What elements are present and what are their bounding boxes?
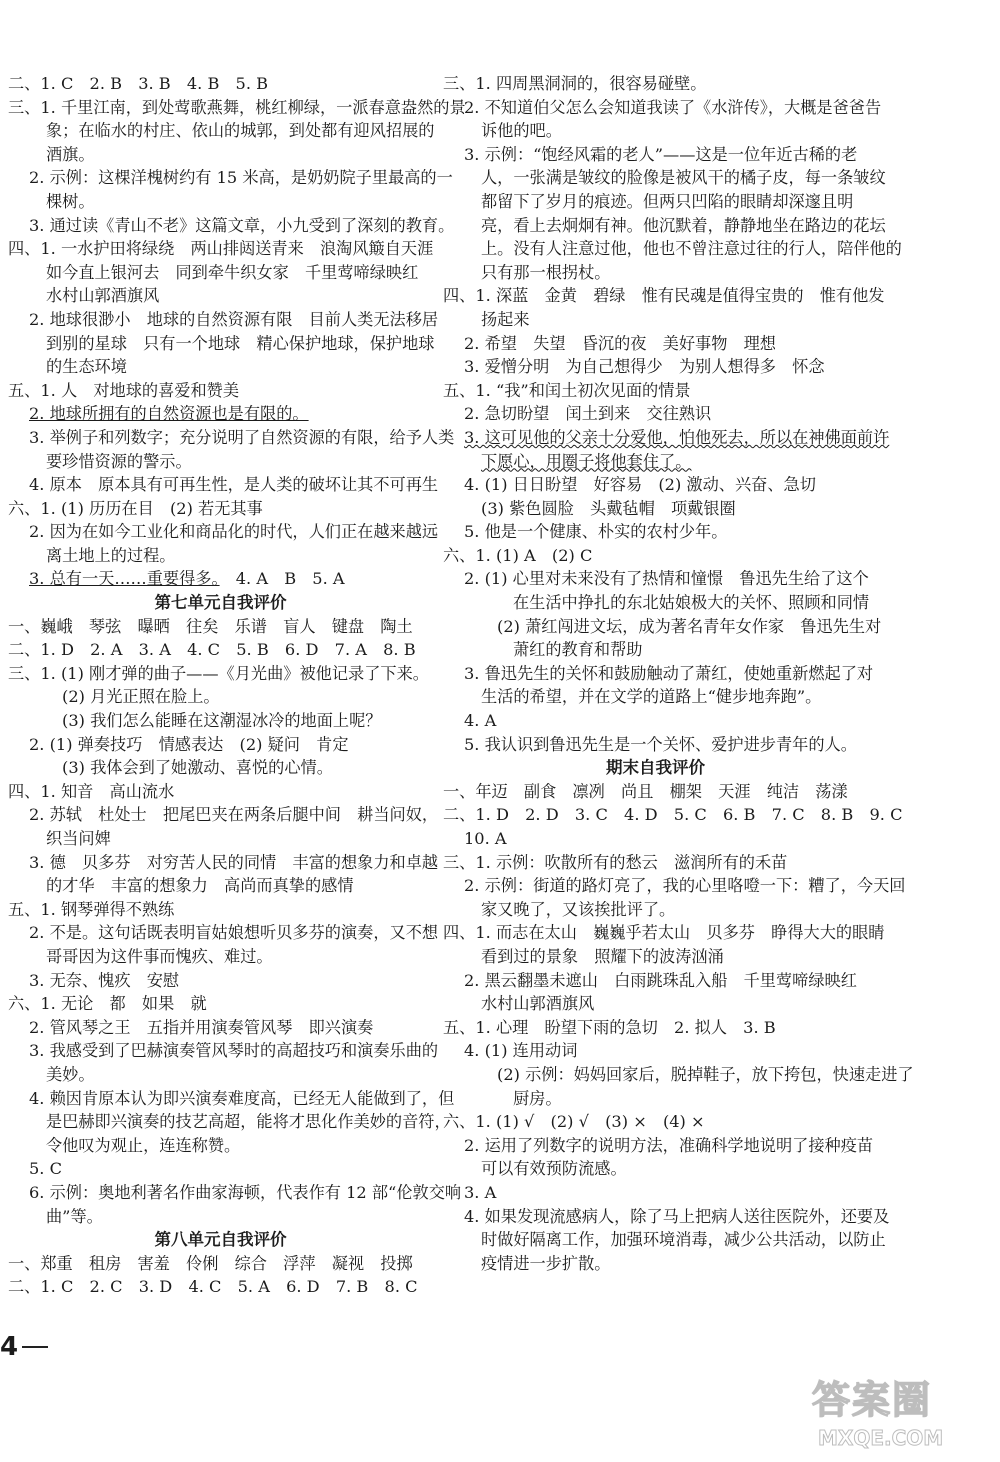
wavy-underlined-sentence: 3. 这可见他的父亲十分爱他，怕他死去，所以在神佛面前许 <box>464 427 890 447</box>
answer-line: 3. A <box>464 1182 497 1202</box>
answer-line: 要珍惜资源的警示。 <box>46 451 192 471</box>
answer-line: 诉他的吧。 <box>481 121 562 141</box>
answer-line: 到别的星球 只有一个地球 精心保护地球，保护地球 <box>46 333 435 353</box>
answer-line: 3. 德 贝多芬 对穷苦人民的同情 丰富的想象力和卓越 <box>29 852 439 872</box>
answer-line: 五、1. 人 对地球的喜爱和赞美 <box>8 380 240 400</box>
answer-line: 2. 因为在如今工业化和商品化的时代，人们正在越来越远 <box>29 522 439 542</box>
answer-line: 时做好隔离工作，加强环境消毒，减少公共活动，以防止 <box>481 1230 886 1250</box>
answer-line: 6. 示例：奥地利著名作曲家海顿，代表作有 12 部“伦敦交响 <box>29 1182 462 1202</box>
answer-line: 2. 苏轼 杜处士 把尾巴夹在两条后腿中间 耕当问奴， <box>29 805 439 825</box>
answer-line: 二、1. D 2. D 3. C 4. D 5. C 6. B 7. C 8. B 9. C <box>443 805 903 825</box>
answer-text: 4. A B 5. A <box>219 569 345 589</box>
answer-line-wavy <box>443 450 868 474</box>
section-heading-unit-8: 第八单元自我评价 <box>154 1230 287 1250</box>
section-heading-final: 期末自我评价 <box>606 758 705 778</box>
answer-line: (2) 示例：妈妈回家后，脱掉鞋子，放下挎包，快速走进了 <box>497 1064 914 1084</box>
watermark-text: 答案圈 <box>812 1378 933 1422</box>
answer-line: 4. 如果发现流感病人，除了马上把病人送往医院外，还要及 <box>464 1206 890 1226</box>
answer-line: 是巴赫即兴演奏的技艺高超，能将才思化作美妙的音符， <box>46 1112 451 1132</box>
answer-line: 3. 通过读《青山不老》这篇文章，小九受到了深刻的教育。 <box>29 215 455 235</box>
answer-line: 的才华 丰富的想象力 高尚而真挚的感情 <box>46 876 354 896</box>
answer-line: 哥哥因为这件事而愧疚、难过。 <box>46 946 273 966</box>
answer-line: 二、1. C 2. C 3. D 4. C 5. A 6. D 7. B 8. C <box>8 1277 418 1297</box>
answer-line: 三、1. (1) 刚才弹的曲子——《月光曲》被他记录了下来。 <box>8 663 429 683</box>
answer-line: 10. A <box>464 829 507 848</box>
answer-line: 可以有效预防流感。 <box>481 1159 627 1179</box>
underlined-sentence: 3. 总有一天……重要得多。 <box>29 569 220 589</box>
answer-line: 4. (1) 连用动词 <box>464 1041 578 1061</box>
answer-line: (3) 我们怎么能睡在这潮湿冰冷的地面上呢？ <box>62 711 382 731</box>
answer-line-wavy <box>443 426 890 450</box>
right-column <box>443 72 914 1275</box>
answer-line: 棵树。 <box>46 191 95 211</box>
answer-line: 四、1. 一水护田将绿绕 两山排闼送青来 浪淘风簸自天涯 <box>8 239 434 259</box>
answer-line: 只有那一根拐杖。 <box>481 262 611 282</box>
answer-line: 曲”等。 <box>46 1206 103 1226</box>
answer-line: 六、1. 无论 都 如果 就 <box>8 994 207 1014</box>
watermark-logo <box>812 1378 988 1458</box>
answer-line: 四、1. 深蓝 金黄 碧绿 惟有民魂是值得宝贵的 惟有他发 <box>443 286 885 306</box>
answer-line: (2) 月光正照在脸上。 <box>62 687 220 707</box>
answer-line: 都留下了岁月的痕迹。但两只凹陷的眼睛却深邃且明 <box>481 191 854 211</box>
answer-line: 2. 不知道伯父怎么会知道我读了《水浒传》，大概是爸爸告 <box>464 97 882 117</box>
answer-line: 3. 无奈、愧疚 安慰 <box>29 970 180 990</box>
answer-line: 看到过的景象 照耀下的波涛汹涌 <box>481 946 724 966</box>
answer-line: 六、1. (1) A (2) C <box>443 545 593 565</box>
answer-line: 5. C <box>29 1159 62 1179</box>
answer-line: 2. 希望 失望 昏沉的夜 美好事物 理想 <box>464 333 776 353</box>
answer-line: 五、1. 心理 盼望下雨的急切 2. 拟人 3. B <box>443 1017 776 1037</box>
answer-line: 的生态环境 <box>46 357 127 377</box>
answer-line: 在生活中挣扎的东北姑娘极大的关怀、照顾和同情 <box>513 593 870 613</box>
answer-line: 如今直上银河去 同到牵牛织女家 千里莺啼绿映红 <box>46 262 419 282</box>
watermark-url: MXQE.COM <box>818 1426 944 1450</box>
answer-line: 二、1. D 2. A 3. A 4. C 5. B 6. D 7. A 8. B <box>8 640 416 660</box>
left-column <box>8 72 466 1299</box>
answer-line: 家又晚了，又该挨批评了。 <box>481 899 676 919</box>
answer-line: 一、年迈 副食 凛冽 尚且 棚架 天涯 纯洁 荡漾 <box>443 781 848 801</box>
answer-line: 水村山郭酒旗风 <box>481 994 595 1014</box>
answer-line: 四、1. 知音 高山流水 <box>8 781 175 801</box>
answer-line: 2. 运用了列数字的说明方法，准确科学地说明了接种疫苗 <box>464 1135 874 1155</box>
page-number: 4 <box>0 1332 19 1362</box>
underlined-sentence: 2. 地球所拥有的自然资源也是有限的。 <box>29 404 309 424</box>
answer-line: 2. 管风琴之王 五指并用演奏管风琴 即兴演奏 <box>29 1017 374 1037</box>
answer-line: 2. 示例：街道的路灯亮了，我的心里咯噔一下：糟了，今天回 <box>464 876 906 896</box>
answer-line: 2. 黑云翻墨未遮山 白雨跳珠乱入船 千里莺啼绿映红 <box>464 970 857 990</box>
answer-line: 4. 赖因肯原本认为即兴演奏难度高，已经无人能做到了，但 <box>29 1088 455 1108</box>
answer-line: 六、1. (1) √ (2) √ (3) × (4) × <box>443 1112 705 1132</box>
answer-line: 厨房。 <box>513 1088 562 1108</box>
answer-line: 亮，看上去炯炯有神。他沉默着，静静地坐在路边的花坛 <box>481 215 886 235</box>
answer-line: 三、1. 四周黑洞洞的，很容易碰壁。 <box>443 74 707 93</box>
page-number-rule <box>22 1346 48 1348</box>
answer-line: (3) 紫色圆脸 头戴毡帽 项戴银圈 <box>481 498 736 518</box>
answer-line: 水村山郭酒旗风 <box>46 286 160 306</box>
answer-line: 4. A <box>464 711 497 731</box>
answer-line: 四、1. 而志在太山 巍巍乎若太山 贝多芬 睁得大大的眼睛 <box>443 923 885 943</box>
answer-line: 人，一张满是皱纹的脸像是被风干的橘子皮，每一条皱纹 <box>481 168 886 188</box>
answer-line: 织当问婢 <box>46 829 111 848</box>
answer-line: 上。没有人注意过他，他也不曾注意过往的行人，陪伴他的 <box>481 239 902 259</box>
answer-line: 2. 急切盼望 闰土到来 交往熟识 <box>464 404 712 424</box>
answer-line-underlined <box>8 402 433 426</box>
answer-line: 2. 地球很渺小 地球的自然资源有限 目前人类无法移居 <box>29 309 439 329</box>
answer-line: 5. 我认识到鲁迅先生是一个关怀、爱护进步青年的人。 <box>464 734 857 754</box>
answer-line: 五、1. 钢琴弹得不熟练 <box>8 899 175 919</box>
answer-line: 萧红的教育和帮助 <box>513 640 643 660</box>
answer-line: 令他叹为观止，连连称赞。 <box>46 1135 241 1155</box>
answer-line: 2. (1) 心里对未来没有了热情和憧憬 鲁迅先生给了这个 <box>464 569 869 589</box>
answer-line: 象；在临水的村庄、依山的城郭，到处都有迎风招展的 <box>46 121 435 141</box>
answer-line: 五、1. “我”和闰土初次见面的情景 <box>443 380 691 400</box>
answer-line: 酒旗。 <box>46 144 95 164</box>
answer-line: 一、郑重 租房 害羞 伶俐 综合 浮萍 凝视 投掷 <box>8 1253 413 1273</box>
answer-line: 一、巍峨 琴弦 曝晒 往矣 乐谱 盲人 键盘 陶土 <box>8 616 413 636</box>
wavy-underlined-sentence: 下愿心，用圈子将他套住了。 <box>481 451 692 471</box>
answer-line: (3) 我体会到了她激动、喜悦的心情。 <box>62 758 333 778</box>
answer-line: (2) 萧红闯进文坛，成为著名青年女作家 鲁迅先生对 <box>497 616 882 636</box>
section-heading-unit-7: 第七单元自我评价 <box>154 593 287 613</box>
answer-line: 3. 爱憎分明 为自己想得少 为别人想得多 怀念 <box>464 357 825 377</box>
answer-line: 3. 我感受到了巴赫演奏管风琴时的高超技巧和演奏乐曲的 <box>29 1041 439 1061</box>
answer-line: 离土地上的过程。 <box>46 545 176 565</box>
answer-line: 扬起来 <box>481 309 530 329</box>
answer-line: 疫情进一步扩散。 <box>481 1253 611 1273</box>
answer-line: 3. 举例子和列数字；充分说明了自然资源的有限，给予人类 <box>29 427 455 447</box>
answer-line: 2. 示例：这棵洋槐树约有 15 米高，是奶奶院子里最高的一 <box>29 168 453 188</box>
answer-line: 三、1. 千里江南，到处莺歌燕舞，桃红柳绿，一派春意盎然的景 <box>8 97 466 117</box>
answer-line: 生活的希望，并在文学的道路上“健步地奔跑”。 <box>481 687 822 707</box>
answer-line: 3. 鲁迅先生的关怀和鼓励触动了萧红，使她重新燃起了对 <box>464 663 874 683</box>
answer-line: 三、1. 示例：吹散所有的愁云 滋润所有的禾苗 <box>443 852 788 872</box>
answer-line: 4. 原本 原本具有可再生性，是人类的破坏让其不可再生 <box>29 475 439 495</box>
answer-line: 2. 不是。这句话既表明盲姑娘想听贝多芬的演奏，又不想 <box>29 923 439 943</box>
answer-line <box>8 567 433 591</box>
answer-line: 六、1. (1) 历历在目 (2) 若无其事 <box>8 498 263 518</box>
answer-line: 二、1. C 2. B 3. B 4. B 5. B <box>8 74 269 93</box>
answer-line: 美妙。 <box>46 1064 95 1084</box>
answer-line: 2. (1) 弹奏技巧 情感表达 (2) 疑问 肯定 <box>29 734 349 754</box>
answer-line: 5. 他是一个健康、朴实的农村少年。 <box>464 522 728 542</box>
answer-line: 4. (1) 日日盼望 好容易 (2) 激动、兴奋、急切 <box>464 475 816 495</box>
answer-line: 3. 示例：“饱经风霜的老人”——这是一位年近古稀的老 <box>464 144 858 164</box>
